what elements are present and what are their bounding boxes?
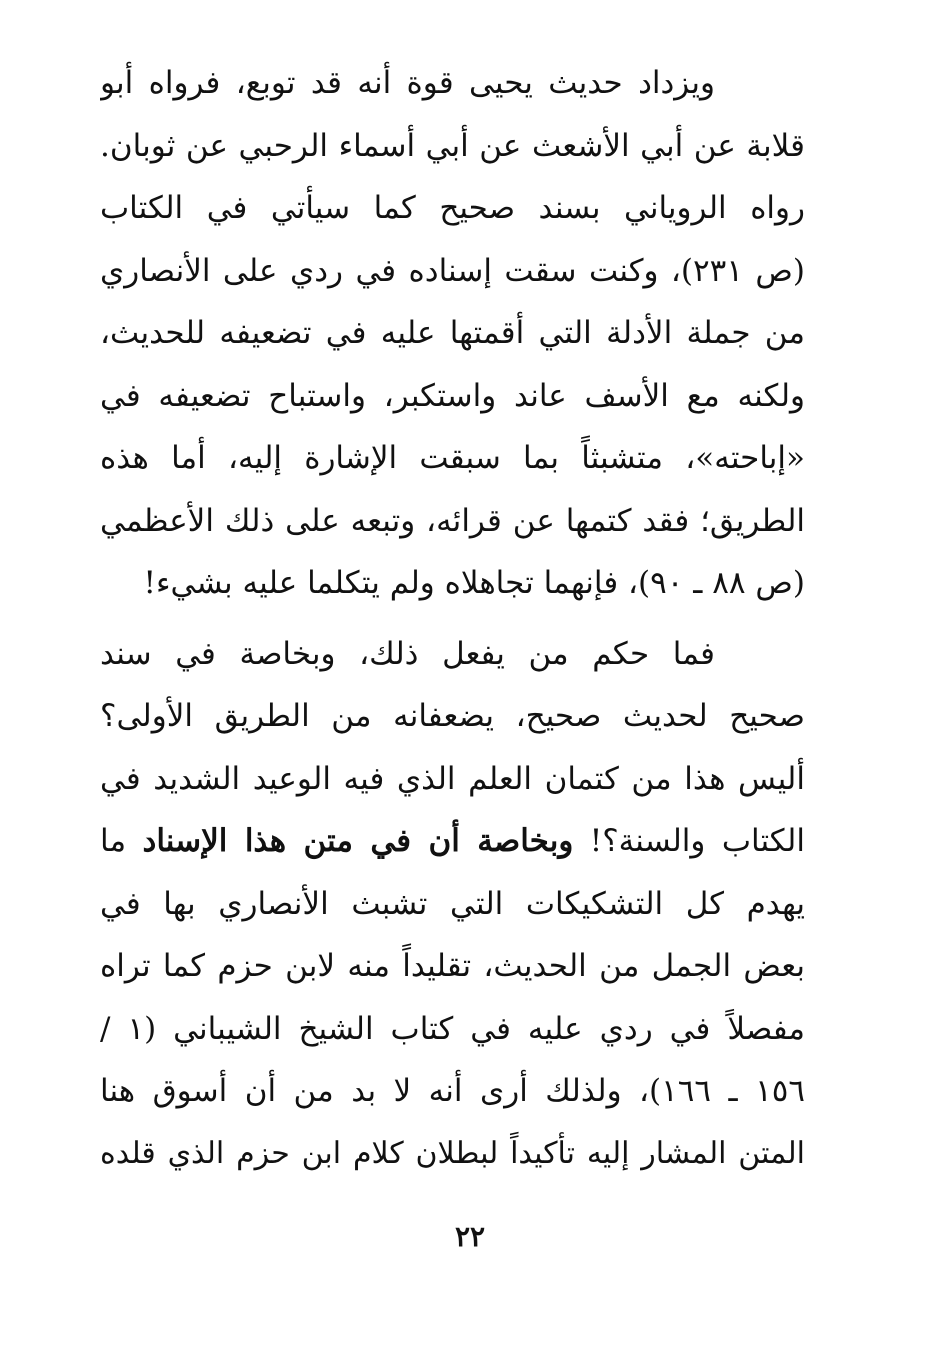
text-line: «إباحته»، متشبثاً بما سبقت الإشارة إليه، أما هذه — [100, 440, 805, 476]
page-number: ٢٢ — [454, 1220, 486, 1253]
body-text — [100, 52, 805, 1185]
text-line: مفصلاً في ردي عليه في كتاب الشيخ الشيباني (١ / — [100, 1010, 805, 1047]
text-line: ١٥٦ ـ ١٦٦)، ولذلك أرى أنه لا بد من أن أسوق هنا — [100, 1073, 805, 1109]
text-line: الكتاب والسنة؟! وبخاصة أن في متن هذا الإسناد ما — [100, 823, 805, 859]
text-line: المتن المشار إليه تأكيداً لبطلان كلام ابن حزم الذي قلده — [100, 1135, 805, 1171]
text-line: رواه الروياني بسند صحيح كما سيأتي في الكتاب — [100, 190, 805, 226]
paragraph-2 — [100, 623, 805, 1186]
text-line: بعض الجمل من الحديث، تقليداً منه لابن حزم كما تراه — [100, 948, 805, 984]
paragraph-gap — [100, 615, 805, 623]
text-line: (ص ٨٨ ـ ٩٠)، فإنهما تجاهلاه ولم يتكلما عليه بشيء! — [143, 565, 805, 601]
text-line: أليس هذا من كتمان العلم الذي فيه الوعيد الشديد في — [100, 760, 805, 797]
text-line: صحيح لحديث صحيح، يضعفانه من الطريق الأولى؟ — [100, 698, 805, 734]
text-line: من جملة الأدلة التي أقمتها عليه في تضعيفه للحديث، — [100, 315, 805, 351]
text-line: ويزداد حديث يحيى قوة أنه قد توبع، فرواه أبو — [100, 65, 715, 101]
text-line: (ص ٢٣١)، وكنت سقت إسناده في ردي على الأنصاري — [100, 252, 805, 289]
text-line: ولكنه مع الأسف عاند واستكبر، واستباح تضعيفه في — [100, 377, 805, 414]
text-line: الطريق؛ فقد كتمها عن قرائه، وتبعه على ذلك الأعظمي — [100, 502, 805, 539]
text-line: فما حكم من يفعل ذلك، وبخاصة في سند — [100, 635, 715, 672]
bold-phrase: وبخاصة أن في متن هذا الإسناد — [142, 823, 574, 859]
text-line: قلابة عن أبي الأشعث عن أبي أسماء الرحبي عن ثوبان. — [100, 127, 805, 164]
paragraph-1 — [100, 52, 805, 615]
text-line: يهدم كل التشكيكات التي تشبث الأنصاري بها في — [100, 885, 805, 922]
